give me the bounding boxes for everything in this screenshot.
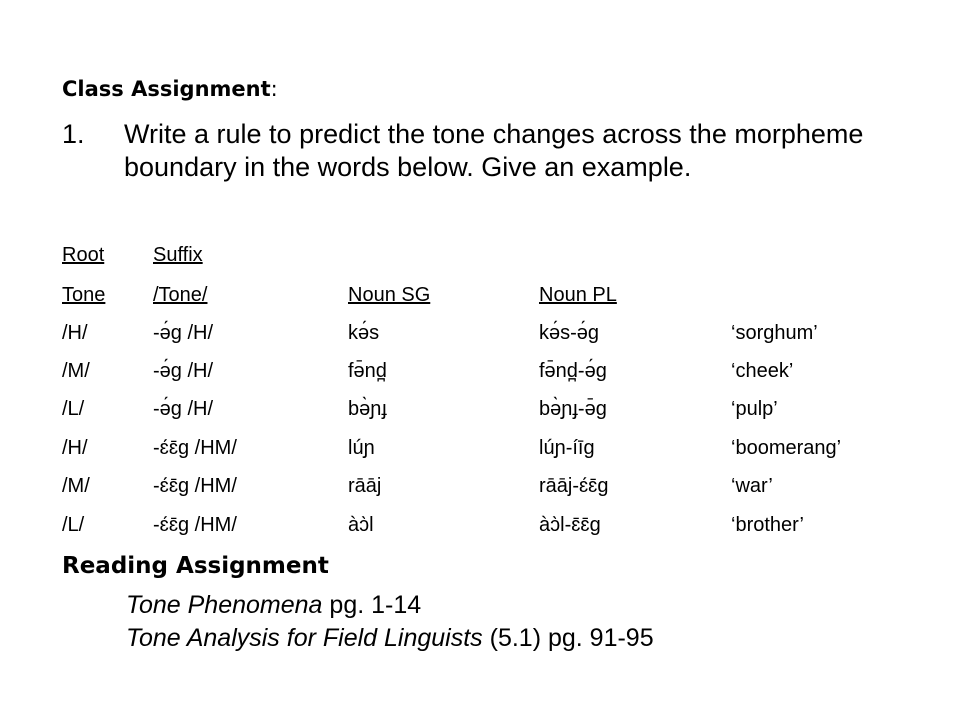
gloss: ‘war’: [731, 475, 773, 497]
class-assignment-title: Class Assignment: [62, 77, 271, 101]
noun-sg: àɔ̀l: [348, 514, 374, 536]
noun-pl: kə́s-ə́g: [539, 322, 600, 344]
reference-1-pages: pg. 1-14: [322, 591, 422, 619]
root-tone: /L/: [62, 398, 85, 420]
reference-1-title: Tone Phenomena: [126, 591, 323, 619]
root-tone: /M/: [62, 360, 90, 382]
noun-pl: rāāj-ɛ́ɛ̄g: [539, 475, 609, 497]
suffix-tone: -ə́g /H/: [153, 398, 214, 420]
noun-pl: fə̄nd̪-ə́g: [539, 360, 607, 382]
root-tone: /H/: [62, 322, 88, 344]
reference-2-title: Tone Analysis for Field Linguists: [126, 624, 483, 652]
suffix-tone: -ɛ́ɛ̄g /HM/: [153, 514, 237, 536]
noun-pl: bə̀ɲɟ-ə̄g: [539, 398, 607, 420]
gloss: ‘cheek’: [731, 360, 794, 382]
gloss: ‘boomerang’: [731, 437, 842, 459]
noun-pl: lúɲ-íīg: [539, 437, 595, 459]
header-tone: Tone: [62, 284, 106, 306]
gloss: ‘brother’: [731, 514, 804, 536]
header-suffix-tone: /Tone/: [153, 284, 208, 306]
header-noun-pl: Noun PL: [539, 284, 617, 306]
suffix-tone: -ɛ́ɛ̄g /HM/: [153, 437, 237, 459]
root-tone: /H/: [62, 437, 88, 459]
noun-sg: fə̄nd̪: [348, 360, 387, 382]
reading-reference-1: [126, 591, 421, 620]
reference-2-pages: (5.1) pg. 91-95: [482, 624, 654, 652]
suffix-tone: -ɛ́ɛ̄g /HM/: [153, 475, 237, 497]
gloss: ‘sorghum’: [731, 322, 818, 344]
noun-sg: kə́s: [348, 322, 380, 344]
noun-sg: lúɲ: [348, 437, 375, 459]
class-assignment-colon: :: [270, 77, 278, 101]
suffix-tone: -ə́g /H/: [153, 360, 214, 382]
noun-sg: bə̀ɲɟ: [348, 398, 387, 420]
suffix-tone: -ə́g /H/: [153, 322, 214, 344]
header-root: Root: [62, 244, 105, 266]
root-tone: /L/: [62, 514, 85, 536]
header-suffix: Suffix: [153, 244, 203, 266]
noun-pl: àɔ̀l-ɛ̄ɛ̄g: [539, 514, 601, 536]
header-noun-sg: Noun SG: [348, 284, 431, 306]
question-1: [62, 118, 922, 184]
question-text: Write a rule to predict the tone changes across the morpheme boundary in the words below. Give an example.: [124, 119, 864, 182]
reading-reference-2: [126, 624, 654, 653]
question-number: 1.: [62, 119, 85, 149]
root-tone: /M/: [62, 475, 90, 497]
noun-sg: rāāj: [348, 475, 382, 497]
reading-assignment-heading: Reading Assignment: [62, 553, 329, 579]
gloss: ‘pulp’: [731, 398, 778, 420]
class-assignment-heading: [62, 77, 278, 101]
